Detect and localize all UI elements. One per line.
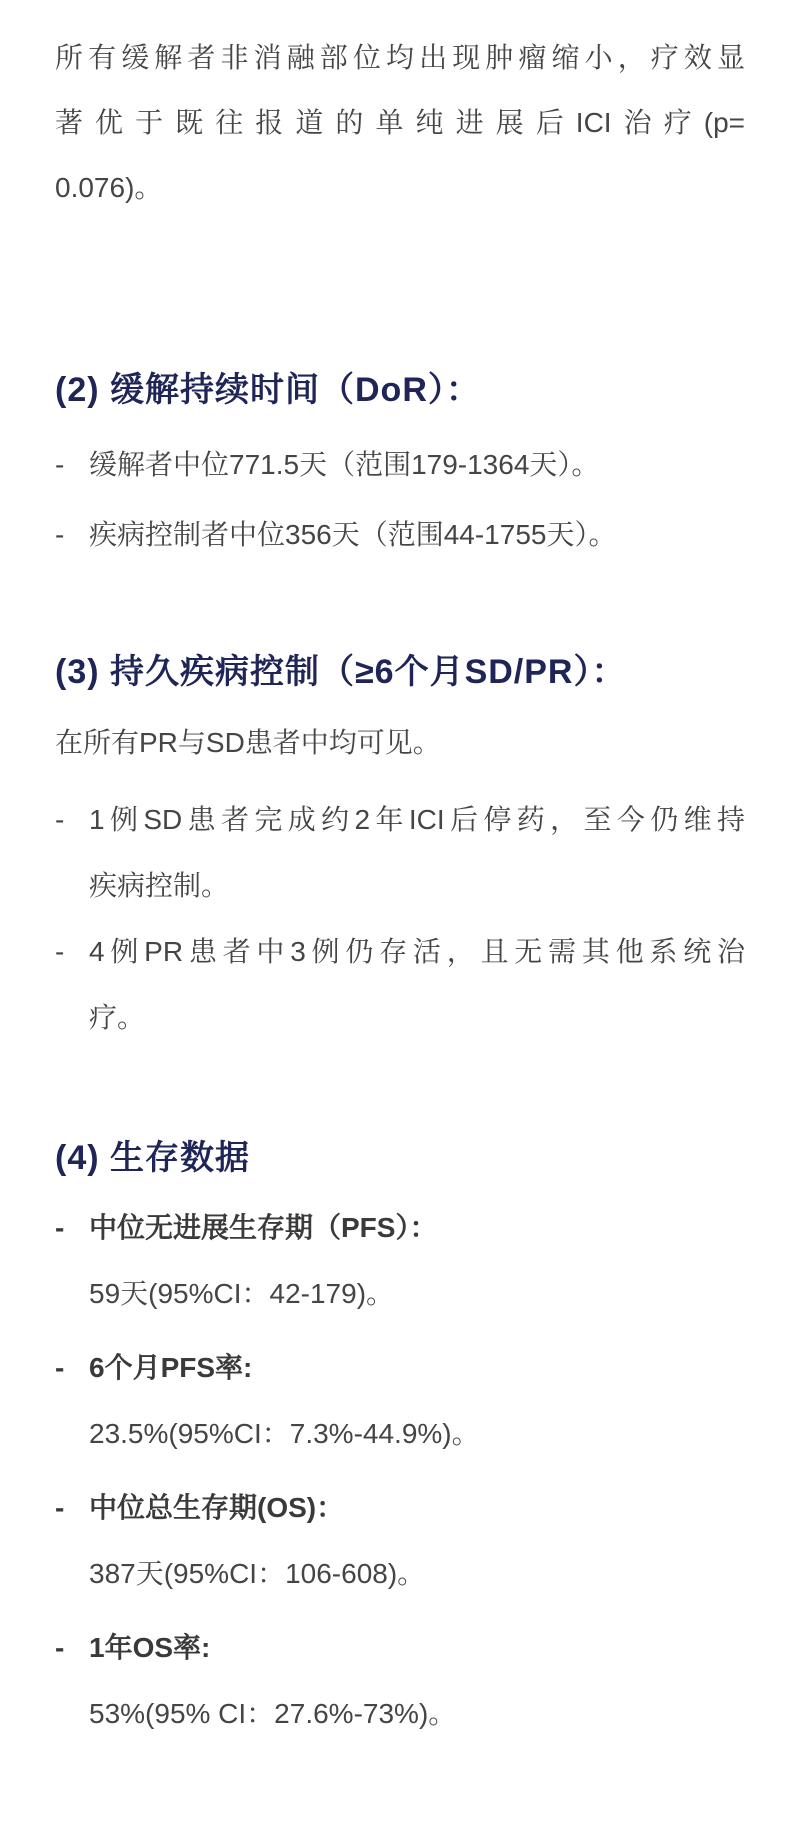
intro-line-3: 0.076)。: [55, 172, 163, 203]
stat-value: 23.5%(95%CI：7.3%-44.9%)。: [89, 1418, 480, 1449]
bullet-dash: -: [55, 936, 65, 967]
list-item-text: [89, 919, 745, 1051]
bullet-dash: -: [55, 804, 65, 835]
item-line: 1例SD患者完成约2年ICI后停药，至今仍维持: [89, 804, 745, 835]
list-item-text: 疾病控制者中位356天（范围44-1755天）。: [89, 519, 617, 550]
intro-line-1: 所有缓解者非消融部位均出现肿瘤缩小，疗效显: [55, 42, 745, 73]
stat-value: 59天(95%CI：42-179)。: [89, 1278, 395, 1309]
stat-label-row: [55, 1335, 745, 1401]
item-line: 疗。: [89, 1002, 146, 1033]
stat-label-row: [55, 1475, 745, 1541]
stat-value: 387天(95%CI：106-608)。: [89, 1558, 426, 1589]
intro-line-2: 著优于既往报道的单纯进展后ICI治疗(p=: [55, 107, 745, 138]
bullet-dash: -: [55, 1632, 65, 1663]
stat-label-row: [55, 1195, 745, 1261]
stat-item: [55, 1615, 745, 1747]
bullet-dash: -: [55, 1352, 65, 1383]
stat-label: 1年OS率:: [89, 1632, 211, 1663]
list-item: [55, 787, 745, 919]
stat-label-row: [55, 1615, 745, 1681]
stat-item: [55, 1475, 745, 1607]
item-line: 疾病控制。: [89, 870, 230, 901]
stat-item: [55, 1195, 745, 1327]
survival-stats: [55, 1195, 745, 1747]
bullet-dash: -: [55, 519, 65, 550]
item-line: 4例PR患者中3例仍存活，且无需其他系统治: [89, 936, 745, 967]
list-item: [55, 919, 745, 1051]
section-dor-heading: (2) 缓解持续时间（DoR）：: [55, 371, 481, 409]
bullet-dash: -: [55, 1212, 65, 1243]
bullet-dash: -: [55, 449, 65, 480]
stat-label: 中位总生存期(OS)：: [89, 1492, 345, 1523]
list-item-text: [89, 787, 745, 919]
section-survival-heading: (4) 生存数据: [55, 1139, 250, 1177]
dor-list: [55, 432, 745, 567]
stat-label: 中位无进展生存期（PFS）：: [89, 1212, 438, 1243]
list-item: [55, 432, 745, 497]
stat-label: 6个月PFS率:: [89, 1352, 253, 1383]
stat-value: 53%(95% CI：27.6%-73%)。: [89, 1698, 457, 1729]
list-item: [55, 502, 745, 567]
list-item-text: 缓解者中位771.5天（范围179-1364天）。: [89, 449, 600, 480]
section-control-heading: (3) 持久疾病控制（≥6个月SD/PR）：: [55, 653, 627, 691]
stat-item: [55, 1335, 745, 1467]
intro-paragraph: [55, 25, 745, 220]
bullet-dash: -: [55, 1492, 65, 1523]
control-intro: 在所有PR与SD患者中均可见。: [55, 727, 441, 758]
